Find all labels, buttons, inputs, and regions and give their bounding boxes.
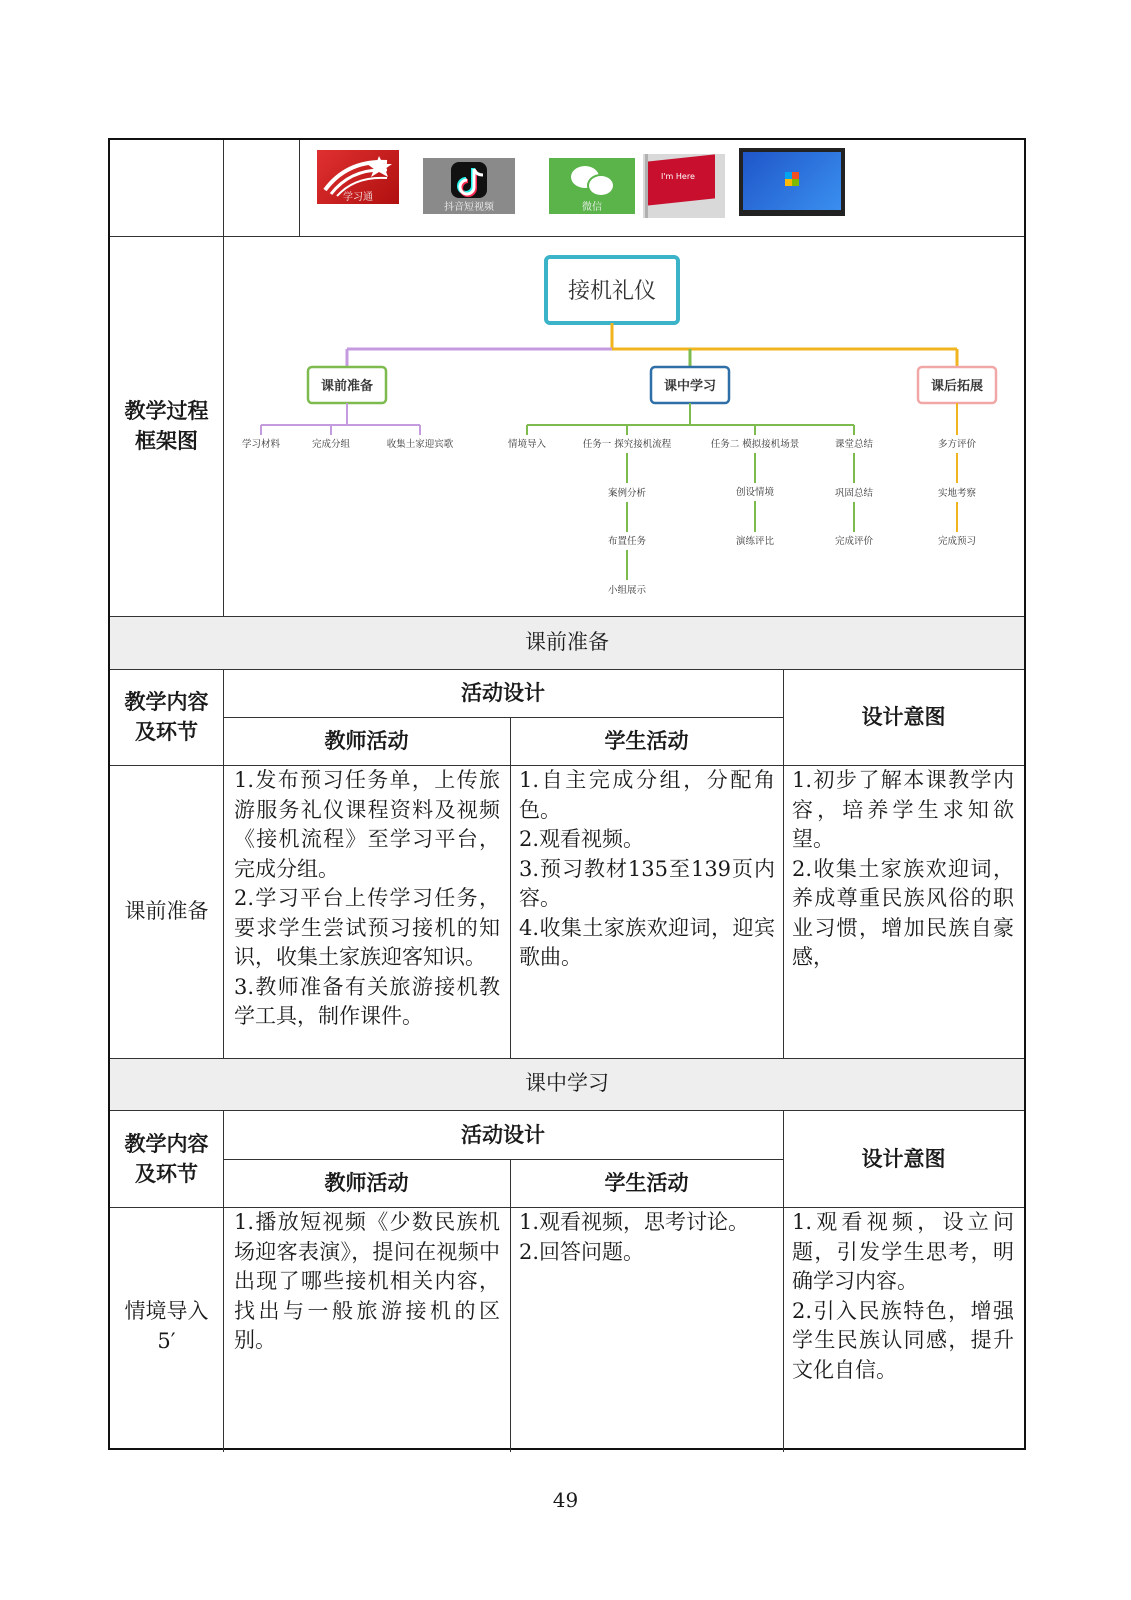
student-activity-pre	[519, 766, 775, 973]
header-content-line1: 教学内容	[124, 689, 209, 714]
wechat-icon	[549, 158, 635, 214]
leaf-node: 案例分析	[607, 488, 647, 499]
branch-label-post: 课后拓展	[930, 379, 984, 394]
student-item: 1.自主完成分组，分配角色。	[519, 768, 775, 822]
student-item: 2.观看视频。	[519, 827, 645, 851]
flag-text: I'm Here	[661, 172, 695, 181]
teacher-item: 2.学习平台上传学习任务，要求学生尝试预习接机的知识，收集土家族迎客知识。	[234, 886, 500, 969]
framework-diagram	[224, 237, 1024, 617]
branch-label-mid: 课中学习	[663, 379, 717, 394]
leaf-node: 收集土家迎宾歌	[386, 439, 454, 450]
student-item: 3.预习教材135至139页内容。	[519, 856, 775, 910]
framework-label	[110, 396, 223, 456]
header-intent: 设计意图	[861, 1146, 946, 1171]
leaf-node: 小组展示	[607, 585, 647, 596]
student-activity-mid	[519, 1208, 775, 1267]
flag-icon	[643, 154, 725, 218]
leaf-node: 演练评比	[735, 536, 775, 547]
header-teacher: 教师活动	[324, 728, 409, 753]
root-label: 接机礼仪	[567, 279, 657, 304]
header-student: 学生活动	[604, 728, 689, 753]
leaf-node: 任务二 模拟接机场景	[710, 439, 800, 450]
student-item: 1.观看视频，思考讨论。	[519, 1210, 750, 1234]
page-number: 49	[552, 1488, 579, 1512]
xuexitong-icon	[317, 150, 399, 204]
row-label-pre: 课前准备	[124, 899, 209, 923]
row-label-mid-line2: 5′	[157, 1329, 176, 1353]
teacher-item: 1.发布预习任务单，上传旅游服务礼仪课程资料及视频《接机流程》至学习平台，完成分组。	[234, 768, 500, 881]
leaf-node: 巩固总结	[834, 488, 874, 499]
header-activity: 活动设计	[461, 680, 545, 705]
douyin-icon	[423, 158, 515, 214]
row-label-mid	[110, 1296, 223, 1356]
student-item: 4.收集土家族欢迎词，迎宾歌曲。	[519, 915, 775, 969]
branch-label-pre: 课前准备	[320, 379, 374, 394]
teacher-item: 3.教师准备有关旅游接机教学工具，制作课件。	[234, 974, 500, 1028]
app-caption: 抖音短视频	[444, 202, 494, 213]
teacher-activity-mid	[234, 1208, 500, 1356]
header-content	[110, 687, 223, 747]
intent-item: 2.引入民族特色，增强学生民族认同感，提升文化自信。	[792, 1298, 1014, 1382]
header-content-line2: 及环节	[135, 1161, 198, 1186]
header-content-line2: 及环节	[135, 719, 198, 744]
app-caption: 学习通	[343, 192, 373, 203]
framework-label-line1: 教学过程	[124, 398, 209, 423]
app-icons-row	[299, 140, 1024, 236]
leaf-node: 完成分组	[311, 439, 351, 450]
monitor-icon	[739, 148, 845, 216]
leaf-node: 多方评价	[937, 439, 977, 450]
header-student: 学生活动	[604, 1170, 689, 1195]
framework-label-line2: 框架图	[135, 428, 198, 453]
row-label-mid-line1: 情境导入	[124, 1299, 209, 1323]
header-content-line1: 教学内容	[124, 1131, 209, 1156]
header-teacher: 教师活动	[324, 1170, 409, 1195]
leaf-node: 任务一 探究接机流程	[582, 439, 672, 450]
intent-item: 1.观看视频，设立问题，引发学生思考，明确学习内容。	[792, 1210, 1014, 1293]
intent-pre	[792, 766, 1014, 973]
leaf-node: 创设情境	[735, 487, 775, 498]
section-title-pre: 课前准备	[525, 630, 609, 654]
leaf-node: 课堂总结	[834, 439, 874, 450]
teacher-item: 1.播放短视频《少数民族机场迎客表演》，提问在视频中出现了哪些接机相关内容，找出与一般旅游接机的区别。	[234, 1210, 500, 1352]
section-title-mid: 课中学习	[525, 1071, 609, 1095]
student-item: 2.回答问题。	[519, 1239, 645, 1264]
intent-mid	[792, 1208, 1014, 1385]
leaf-node: 完成评价	[834, 536, 874, 547]
intent-item: 2.收集土家族欢迎词，养成尊重民族风俗的职业习惯，增加民族自豪感，	[792, 856, 1014, 969]
leaf-node: 布置任务	[607, 536, 647, 547]
teacher-activity-pre	[234, 766, 500, 1032]
header-activity: 活动设计	[461, 1122, 545, 1147]
intent-item: 1.初步了解本课教学内容，培养学生求知欲望。	[792, 768, 1014, 851]
header-intent: 设计意图	[861, 704, 946, 729]
leaf-node: 学习材料	[241, 439, 281, 450]
header-content	[110, 1129, 223, 1189]
leaf-node: 情境导入	[507, 439, 547, 450]
app-caption: 微信	[582, 202, 602, 213]
leaf-node: 实地考察	[937, 488, 977, 499]
leaf-node: 完成预习	[937, 536, 977, 547]
lesson-plan-table	[108, 138, 1026, 1450]
